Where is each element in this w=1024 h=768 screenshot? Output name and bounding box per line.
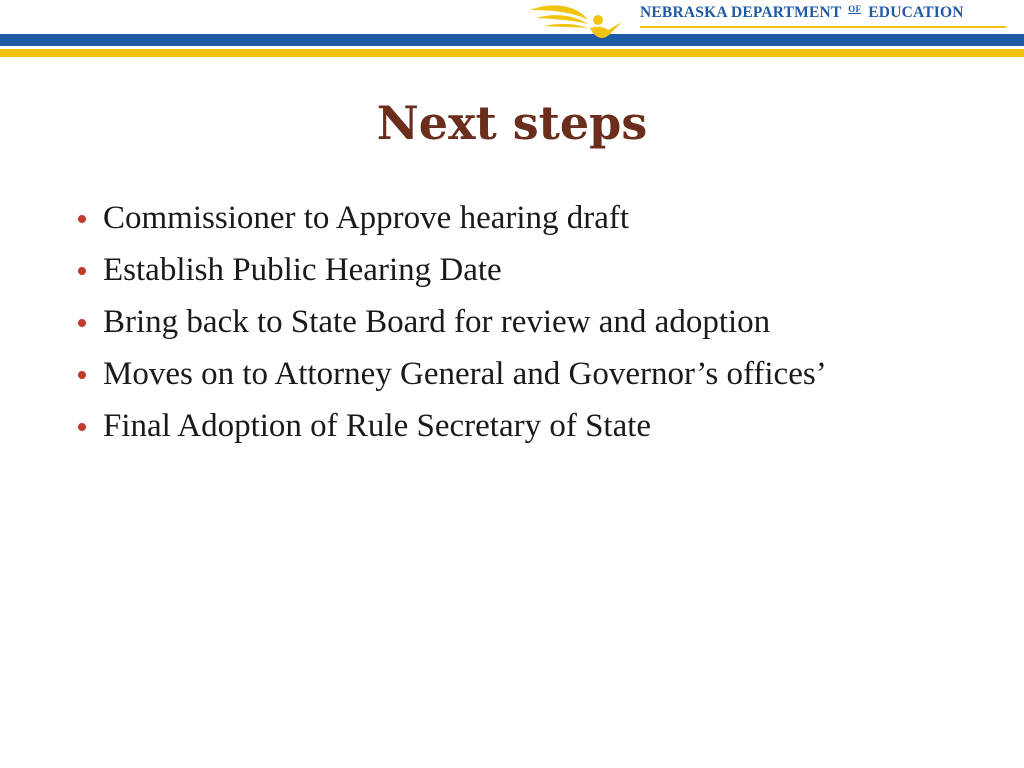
bullet-text: Bring back to State Board for review and adoption bbox=[103, 304, 771, 340]
bullet-item bbox=[76, 352, 956, 396]
org-name-part1: NEBRASKA DEPARTMENT bbox=[640, 4, 842, 21]
bullet-item bbox=[76, 248, 956, 292]
sun-rays-figure-logo-icon bbox=[526, 0, 636, 44]
bullet-dot-icon bbox=[78, 423, 86, 431]
slide-title: Next steps bbox=[376, 96, 648, 150]
bullet-text: Establish Public Hearing Date bbox=[103, 252, 502, 288]
bullet-item bbox=[76, 300, 956, 344]
organization-name bbox=[640, 4, 964, 26]
bullet-item bbox=[76, 404, 956, 448]
bullet-text: Moves on to Attorney General and Governor’s offices’ bbox=[103, 356, 827, 392]
bullet-list bbox=[76, 196, 956, 456]
bullet-dot-icon bbox=[78, 267, 86, 275]
bullet-dot-icon bbox=[78, 319, 86, 327]
bullet-text: Final Adoption of Rule Secretary of State bbox=[103, 408, 652, 444]
org-name-of: OF bbox=[848, 4, 862, 14]
bullet-dot-icon bbox=[78, 215, 86, 223]
bullet-item bbox=[76, 196, 956, 240]
header-blue-stripe bbox=[0, 34, 1024, 46]
org-name-part2: EDUCATION bbox=[868, 4, 964, 21]
bullet-dot-icon bbox=[78, 371, 86, 379]
org-name-underline bbox=[640, 26, 1006, 28]
header-gold-stripe bbox=[0, 49, 1024, 57]
bullet-text: Commissioner to Approve hearing draft bbox=[103, 200, 630, 236]
